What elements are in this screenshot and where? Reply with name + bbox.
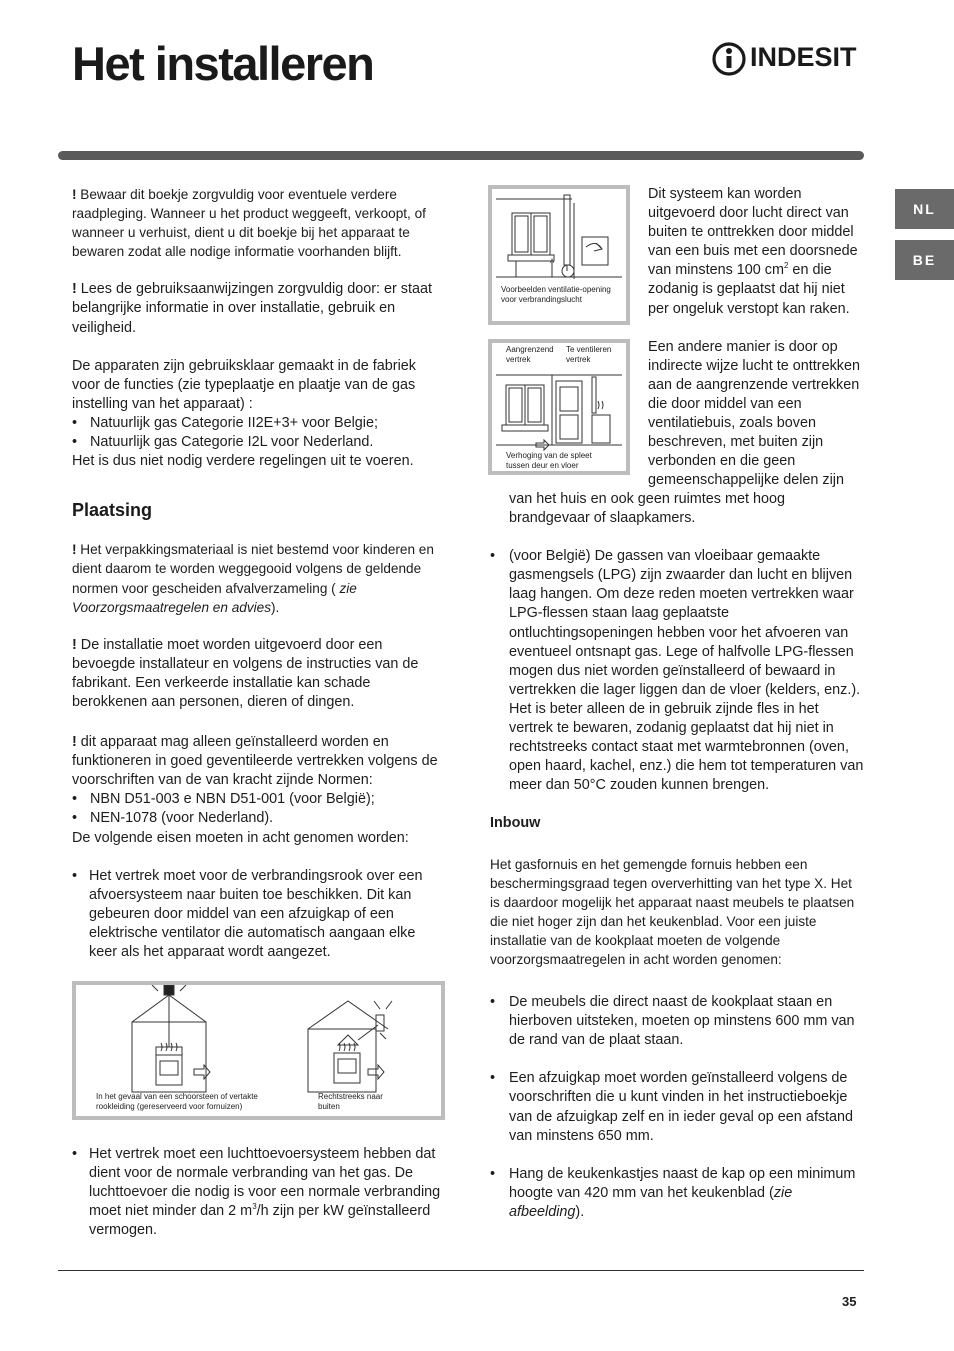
- paragraph-installer: [72, 636, 446, 712]
- paragraph-text: ).: [271, 599, 280, 615]
- paragraph-factory-setup: De apparaten zijn gebruiksklaar gemaakt in de fabriek voor de functies (zie typeplaatje en plaatje van de gas instelling van het apparaat) :: [72, 357, 416, 412]
- builtin-list: [490, 993, 864, 1222]
- warning-mark: !: [72, 542, 77, 558]
- superscript: 3: [252, 1202, 257, 1212]
- paragraph-norms: [72, 733, 446, 790]
- subsection-title-inbouw: Inbouw: [490, 815, 541, 832]
- cross-reference: zie Voorzorgsmaatregelen en advies: [72, 580, 357, 615]
- figure-ventilation-opening: [488, 185, 630, 325]
- paragraph-packaging: [72, 540, 446, 616]
- header-divider: [58, 151, 864, 160]
- brand-logo: [712, 38, 864, 80]
- paragraph-indirect-air: Een andere manier is door op indirecte wijze lucht te onttrekken aan de aangrenzende vertrekken die door middel van een ventilatiebuis, zoals boven beschreven, met buiten zijn verbonden en die geen gemeenschappelijke delen zijn: [648, 338, 860, 489]
- superscript: 2: [783, 261, 789, 271]
- paragraph-text: dit apparaat mag alleen geïnstalleerd worden en funktioneren in goed geventileerde vertrekken volgens de voorschriften van de van kracht zijnde Normen:: [72, 734, 438, 789]
- list-item-hood: • Een afzuigkap moet worden geïnstalleerd volgens de voorschriften die u kunt vinden in het instructieboekje van de afzuigkap zelf en in ieder geval op een afstand van minstens 650 mm.: [490, 1069, 864, 1145]
- list-item-lpg: • (voor België) De gassen van vloeibaar gemaakte gasmengsels (LPG) zijn zwaarder dan lucht en blijven laag hangen. Om deze reden moeten vertrekken waar LPG-flessen staan laag geplaatste ontluchtingsopeningen hebben voor het afvoeren van eventueel ontsnapt gas. Lege of halfvolle LPG-flessen mogen dus niet worden geïnstalleerd of bewaard in vertrekken die lager liggen dan de vloer (kelders, enz.). Het is beter alleen de in gebruik zijnde fles in het vertrek te bewaren, zodanig geplaatst dat hij niet in rechtstreeks contact staat met warmtebronnen (oven, open haard, kachel, enz.) die hem tot temperaturen van meer dan 50°C zouden kunnen brengen.: [490, 547, 864, 795]
- list-item-text: Het vertrek moet een luchttoevoersysteem hebben dat dient voor de normale verbranding van het gas. De luchttoevoer die nodig is voor een normale verbranding moet niet minder dan 2 m: [89, 1146, 441, 1220]
- requirements-list-1: [72, 867, 446, 962]
- paragraph-text: en die zodanig is geplaatst dat hij niet per ongeluk verstopt kan raken.: [648, 262, 850, 317]
- warning-mark: !: [72, 734, 77, 751]
- paragraph-text: Dit systeem kan worden uitgevoerd door lucht direct van buiten te onttrekken door middel van een buis met een doorsnede van minstens 100 cm: [648, 186, 858, 279]
- cross-reference: zie afbeelding: [509, 1184, 793, 1220]
- paragraph-direct-air: [648, 185, 864, 319]
- paragraph-text: Bewaar dit boekje zorgvuldig voor eventuele verdere raadpleging. Wanneer u het product weggeeft, verkoopt, of wanneer u verhuist, dient u dit boekje bij het apparaat te bewaren zodat alle nodige informatie voorhanden blijft.: [72, 187, 426, 260]
- paragraph-requirements: De volgende eisen moeten in acht genomen worden:: [72, 829, 409, 846]
- paragraph-text: De installatie moet worden uitgevoerd door een bevoegde installateur en volgens de instructies van de fabrikant. Een verkeerde installatie kan schade berokkenen aan personen, dieren of dingen.: [72, 636, 419, 710]
- paragraph-indirect-air-continued: van het huis en ook geen ruimtes met hoog brandgevaar of slaapkamers.: [509, 491, 785, 527]
- list-item-text: /h zijn per kW geïnstalleerd vermogen.: [89, 1203, 431, 1239]
- paragraph-text: Het verpakkingsmateriaal is niet bestemd voor kinderen en dient daarom te worden weggegooid volgens de geldende normen voor gescheiden afvalverzameling (: [72, 542, 434, 596]
- warning-mark: !: [72, 636, 77, 653]
- list-item-air-supply: [72, 1145, 446, 1240]
- list-item: • NBN D51-003 e NBN D51-001 (voor België);: [72, 790, 446, 809]
- gas-category-list: [72, 414, 446, 452]
- brand-wordmark: INDESIT: [750, 42, 857, 72]
- figure-label-adjacent-room: Aangrenzend vertrek: [506, 345, 554, 364]
- section-title-plaatsing: Plaatsing: [72, 500, 153, 521]
- figure-caption-ventilation: Voorbeelden ventilatie-opening voor verbrandingslucht: [501, 285, 611, 304]
- norms-list: [72, 790, 446, 828]
- list-item: • Natuurlijk gas Categorie II2E+3+ voor Belgie;: [72, 414, 446, 433]
- right-column: [490, 490, 864, 1222]
- list-item-text: Hang de keukenkastjes naast de kap op een minimum hoogte van 420 mm van het keukenblad (: [509, 1165, 856, 1201]
- list-item-text: ).: [575, 1203, 585, 1220]
- paragraph-keep-booklet: [72, 185, 446, 261]
- tab-nl[interactable]: NL: [895, 189, 954, 229]
- figure-adjacent-room: [488, 339, 630, 475]
- figure-caption-chimney: In het gevaal van een schoorsteen of vertakte rookleiding (gereserveerd voor fornuizen): [96, 1092, 258, 1111]
- brand-logo-icon: [712, 38, 748, 80]
- tab-be[interactable]: BE: [895, 240, 954, 280]
- figure-label-ventilated-room: Te ventileren vertrek: [566, 345, 612, 364]
- page-title: Het installeren: [72, 37, 374, 90]
- list-item-cabinets: [490, 1165, 864, 1222]
- lpg-list: [490, 547, 864, 795]
- paragraph-builtin: Het gasfornuis en het gemengde fornuis hebben een beschermingsgraad tegen oververhitting van het type X. Het is daardoor mogelijk het apparaat naast meubels te plaatsen die niet hoger zijn dan het keukenblad. Voor een juiste installatie van de kookplaat moeten de volgende voorzorgsmaatregelen in acht worden genomen:: [490, 856, 855, 967]
- paragraph-no-adjustment: Het is dus niet nodig verdere regelingen uit te voeren.: [72, 453, 414, 470]
- figure-exhaust: [72, 981, 445, 1120]
- left-column-bottom: [72, 1145, 446, 1240]
- list-item-furniture: • De meubels die direct naast de kookplaat staan en hierboven uitsteken, moeten op minstens 600 mm van de rand van de plaat staan.: [490, 993, 864, 1050]
- figure-caption-door-gap: Verhoging van de spleet tussen deur en vloer: [506, 451, 592, 470]
- page-number: 35: [842, 1294, 857, 1309]
- warning-mark: !: [72, 281, 77, 298]
- warning-mark: !: [72, 187, 77, 202]
- right-column-side: [648, 185, 864, 490]
- paragraph-read-instructions: [72, 280, 446, 337]
- figure-caption-direct: Rechtstreeks naar buiten: [318, 1092, 383, 1111]
- requirements-list-2: [72, 1145, 446, 1240]
- paragraph-text: Lees de gebruiksaanwijzingen zorgvuldig door: er staat belangrijke informatie in over installatie, gebruik en veiligheid.: [72, 281, 432, 336]
- list-item: • Natuurlijk gas Categorie I2L voor Nederland.: [72, 433, 446, 452]
- list-item: • NEN-1078 (voor Nederland).: [72, 809, 446, 828]
- list-item-exhaust: • Het vertrek moet voor de verbrandingsrook over een afvoersysteem naar buiten toe beschikken. Dit kan gebeuren door middel van een afzuigkap of een elektrische ventilator die automatisch aangaan elke keer als het apparaat wordt aangezet.: [72, 867, 446, 962]
- figure-label-a: A: [550, 259, 555, 265]
- left-column: [72, 185, 446, 962]
- footer-divider: [58, 1270, 864, 1271]
